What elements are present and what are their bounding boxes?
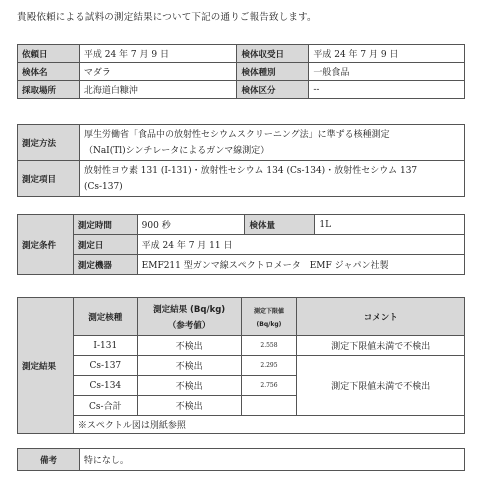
- sample-name-label: 検体名: [18, 63, 80, 81]
- category-value: --: [309, 81, 465, 99]
- col-result-header: [137, 298, 241, 336]
- method-line-2: （NaI(Tl)シンチレータによるガンマ線測定）: [83, 145, 270, 156]
- sample-type-value: 一般食品: [309, 63, 465, 81]
- col-result-subtitle: （参考値）: [167, 320, 211, 331]
- receipt-date-value: 平成 24 年 7 月 9 日: [309, 45, 465, 63]
- method-line-1: 厚生労働省「食品中の放射性セシウムスクリーニング法」に準ずる核種測定: [83, 129, 390, 140]
- measure-date-value: 平成 24 年 7 月 11 日: [137, 235, 464, 255]
- volume-value: 1L: [315, 215, 465, 235]
- device-label: 測定機器: [73, 255, 137, 275]
- nuclide-cell: Cs-134: [73, 376, 137, 396]
- conditions-table: [17, 214, 465, 275]
- results-label: 測定結果: [18, 298, 74, 434]
- result-cell: 不検出: [137, 336, 241, 356]
- comment-cell: 測定下限値未満で不検出: [297, 336, 465, 356]
- category-label: 検体区分: [237, 81, 309, 99]
- measure-date-label: 測定日: [73, 235, 137, 255]
- remarks-value: 特になし。: [79, 449, 464, 471]
- nuclide-cell: Cs-137: [73, 356, 137, 376]
- limit-cell: 2.558: [241, 336, 297, 356]
- time-label: 測定時間: [73, 215, 137, 235]
- result-cell: 不検出: [137, 396, 241, 416]
- comment-cell: 測定下限値未満で不検出: [297, 356, 465, 416]
- table-row: [18, 336, 465, 356]
- request-date-value: 平成 24 年 7 月 9 日: [79, 45, 237, 63]
- request-date-label: 依頼日: [18, 45, 80, 63]
- limit-cell: 2.756: [241, 376, 297, 396]
- col-limit-unit: (Bq/kg): [256, 320, 282, 328]
- conditions-label: 測定条件: [18, 215, 74, 275]
- result-cell: 不検出: [137, 356, 241, 376]
- sample-info-table: [17, 44, 465, 99]
- method-label: 測定方法: [18, 125, 80, 161]
- col-comment-header: コメント: [297, 298, 465, 336]
- device-value: EMF211 型ガンマ線スペクトロメータ EMF ジャパン社製: [137, 255, 464, 275]
- limit-cell: [241, 396, 297, 416]
- intro-text: 貴殿依頼による試料の測定結果について下記の通りご報告致します。: [17, 12, 317, 23]
- items-line-1: 放射性ヨウ素 131 (I-131)・放射性セシウム 134 (Cs-134)・放射性セシウム 137: [83, 165, 418, 176]
- table-row: [18, 356, 465, 376]
- limit-cell: 2.295: [241, 356, 297, 376]
- remarks-label: 備考: [18, 449, 80, 471]
- receipt-date-label: 検体収受日: [237, 45, 309, 63]
- sample-name-value: マダラ: [79, 63, 237, 81]
- volume-label: 検体量: [245, 215, 315, 235]
- time-value: 900 秒: [137, 215, 245, 235]
- spectrum-note: ※スペクトル図は別紙参照: [73, 416, 464, 434]
- location-label: 採取場所: [18, 81, 80, 99]
- remarks-table: [17, 448, 465, 471]
- items-label: 測定項目: [18, 161, 80, 197]
- location-value: 北海道白糠沖: [79, 81, 237, 99]
- results-table: [17, 297, 465, 434]
- method-table: [17, 124, 465, 197]
- items-line-2: (Cs-137): [83, 181, 123, 192]
- col-limit-title: 測定下限値: [253, 307, 284, 315]
- method-value: [79, 125, 464, 161]
- nuclide-cell: I-131: [73, 336, 137, 356]
- col-nuclide-header: 測定核種: [73, 298, 137, 336]
- sample-type-label: 検体種別: [237, 63, 309, 81]
- items-value: [79, 161, 464, 197]
- nuclide-cell: Cs-合計: [73, 396, 137, 416]
- col-limit-header: [241, 298, 297, 336]
- col-result-title: 測定結果 (Bq/kg): [153, 304, 226, 315]
- result-cell: 不検出: [137, 376, 241, 396]
